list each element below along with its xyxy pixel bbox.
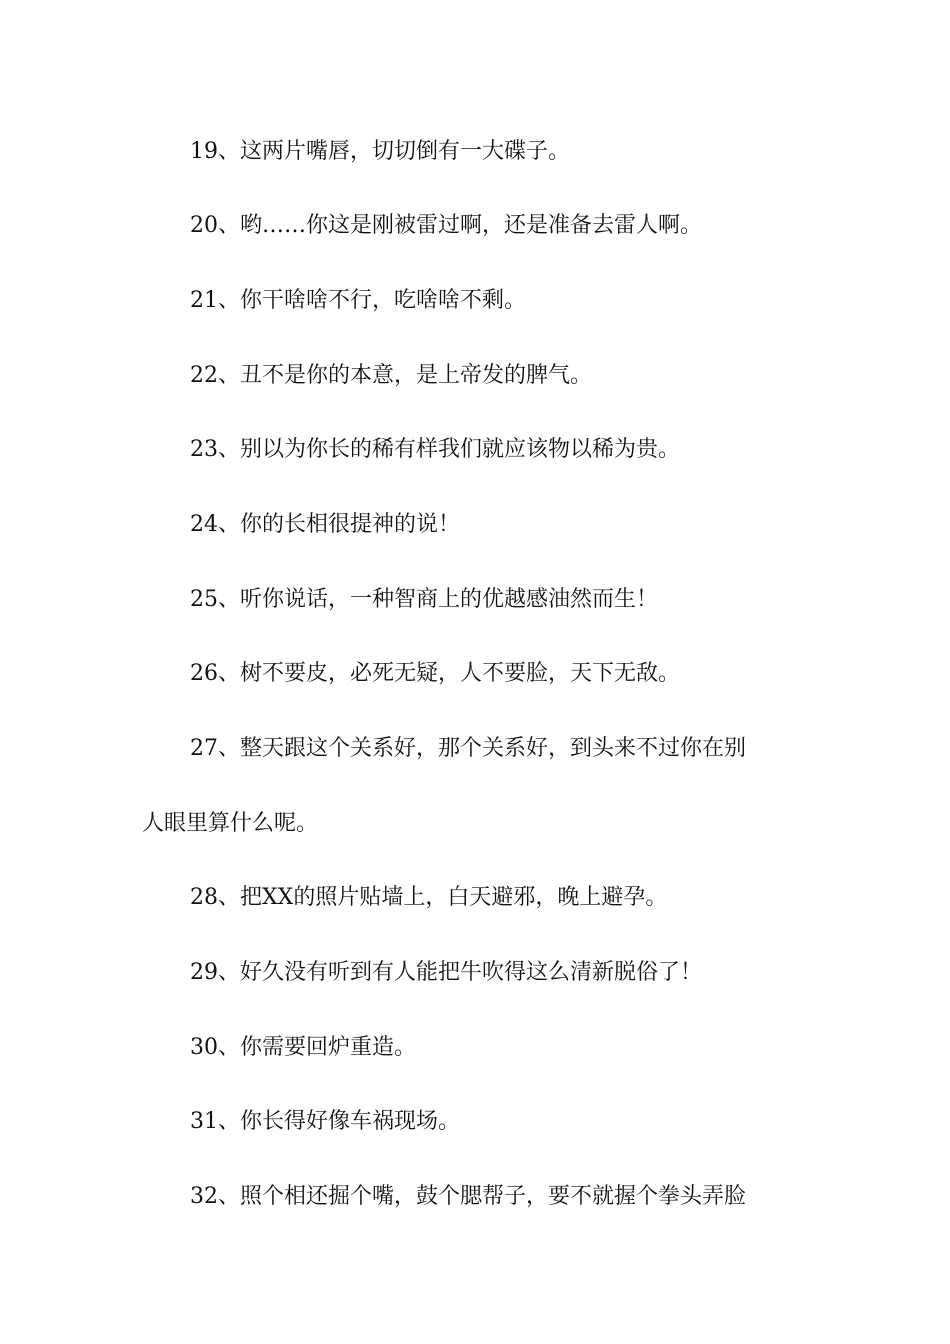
paragraph-30: 30、你需要回炉重造。 [190,1035,416,1060]
paragraph-23: 23、别以为你长的稀有样我们就应该物以稀为贵。 [190,437,680,462]
paragraph-27-continuation: 人眼里算什么呢。 [142,811,319,836]
paragraph-24: 24、你的长相很提神的说！ [190,512,460,537]
paragraph-25: 25、听你说话，一种智商上的优越感油然而生！ [190,587,658,612]
paragraph-26: 26、树不要皮，必死无疑，人不要脸，天下无敌。 [190,661,680,686]
paragraph-21: 21、你干啥啥不行，吃啥啥不剩。 [190,288,526,313]
paragraph-28: 28、把XX的照片贴墙上，白天避邪，晚上避孕。 [190,885,668,910]
paragraph-20: 20、哟……你这是刚被雷过啊，还是准备去雷人啊。 [190,213,702,238]
paragraph-27: 27、整天跟这个关系好，那个关系好，到头来不过你在别 [190,736,746,761]
paragraph-19: 19、这两片嘴唇，切切倒有一大碟子。 [190,139,570,164]
paragraph-32: 32、照个相还掘个嘴，鼓个腮帮子，要不就握个拳头弄脸 [190,1184,746,1209]
paragraph-29: 29、好久没有听到有人能把牛吹得这么清新脱俗了！ [190,960,702,985]
paragraph-22: 22、丑不是你的本意，是上帝发的脾气。 [190,363,592,388]
paragraph-31: 31、你长得好像车祸现场。 [190,1109,460,1134]
